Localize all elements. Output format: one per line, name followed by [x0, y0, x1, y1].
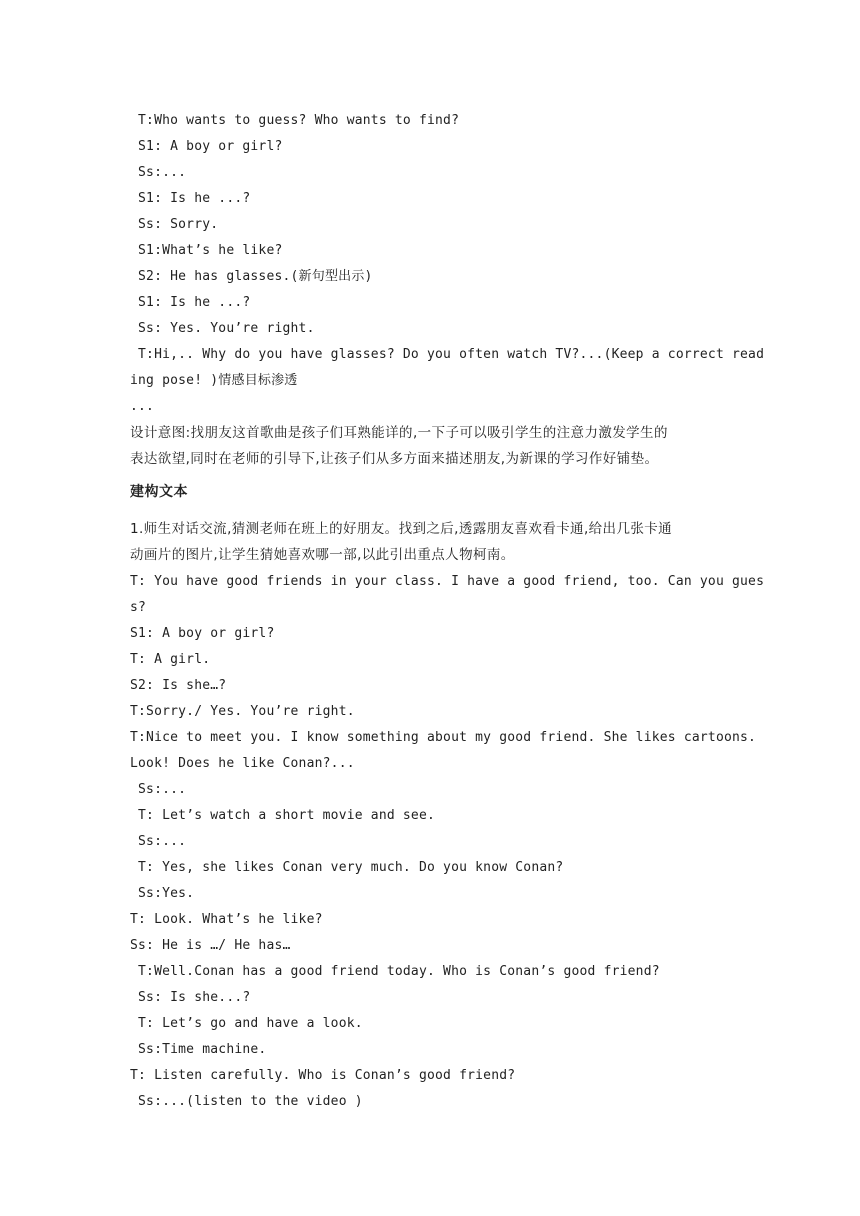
dialogue-line: Look! Does he like Conan?... — [130, 756, 355, 771]
step-description: 1.师生对话交流,猜测老师在班上的好朋友。找到之后,透露朋友喜欢看卡通,给出几张卡通 — [130, 521, 673, 537]
dialogue-line: T: Let’s watch a short movie and see. — [130, 808, 436, 823]
dialogue-line: S1: Is he ...? — [130, 295, 251, 310]
step-description: 动画片的图片,让学生猜她喜欢哪一部,以此引出重点人物柯南。 — [130, 547, 515, 563]
dialogue-line: T: You have good friends in your class. I have a good friend, too. Can you gues — [130, 574, 765, 589]
dialogue-line: T: A girl. — [130, 652, 211, 667]
dialogue-line: S2: Is she…? — [130, 678, 227, 693]
dialogue-line: Ss:...(listen to the video ) — [130, 1094, 363, 1109]
dialogue-line: T: Yes, she likes Conan very much. Do you know Conan? — [130, 860, 564, 875]
dialogue-line: S1: A boy or girl? — [130, 139, 283, 154]
dialogue-line: Ss: He is …/ He has… — [130, 938, 291, 953]
dialogue-line: T:Who wants to guess? Who wants to find? — [130, 113, 460, 128]
dialogue-line: Ss:Time machine. — [130, 1042, 267, 1057]
dialogue-line: T:Well.Conan has a good friend today. Who is Conan’s good friend? — [130, 964, 660, 979]
ellipsis-line: ... — [130, 399, 155, 414]
dialogue-line: ing pose! )情感目标渗透 — [130, 373, 298, 388]
dialogue-line: S1:What’s he like? — [130, 243, 283, 258]
dialogue-line: T: Listen carefully. Who is Conan’s good friend? — [130, 1068, 516, 1083]
dialogue-line: Ss:... — [130, 782, 187, 797]
dialogue-line: T:Sorry./ Yes. You’re right. — [130, 704, 355, 719]
dialogue-line: Ss:... — [130, 834, 187, 849]
dialogue-line: S2: He has glasses.(新句型出示) — [130, 269, 373, 284]
dialogue-line: s? — [130, 600, 147, 615]
dialogue-line: S1: A boy or girl? — [130, 626, 275, 641]
dialogue-line: S1: Is he ...? — [130, 191, 251, 206]
design-intent-paragraph: 表达欲望,同时在老师的引导下,让孩子们从多方面来描述朋友,为新课的学习作好铺垫。 — [130, 451, 659, 467]
dialogue-line: T:Nice to meet you. I know something about my good friend. She likes cartoons. — [130, 730, 757, 745]
design-intent-paragraph: 设计意图:找朋友这首歌曲是孩子们耳熟能详的,一下子可以吸引学生的注意力激发学生的 — [130, 425, 668, 441]
section-heading: 建构文本 — [130, 484, 188, 500]
dialogue-line: T: Let’s go and have a look. — [130, 1016, 363, 1031]
dialogue-line: Ss: Yes. You’re right. — [130, 321, 315, 336]
dialogue-line: Ss: Is she...? — [130, 990, 251, 1005]
dialogue-line: Ss:Yes. — [130, 886, 195, 901]
dialogue-line: T:Hi,.. Why do you have glasses? Do you often watch TV?...(Keep a correct read — [130, 347, 765, 362]
dialogue-line: Ss: Sorry. — [130, 217, 219, 232]
dialogue-line: Ss:... — [130, 165, 187, 180]
dialogue-line: T: Look. What’s he like? — [130, 912, 323, 927]
